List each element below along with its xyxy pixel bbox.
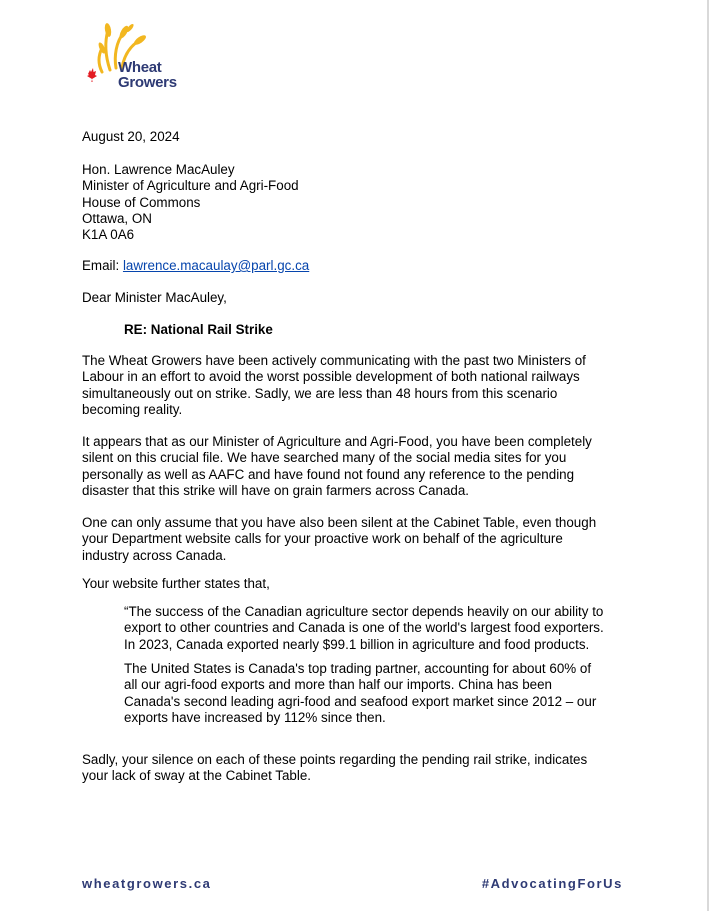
paragraph-line: becoming reality. (82, 401, 183, 417)
quote-line: exports have increased by 112% since then. (124, 709, 386, 725)
closing-paragraph (82, 752, 642, 785)
footer-hashtag[interactable]: #AdvocatingForUs (481, 876, 623, 891)
recipient-city: Ottawa, ON (82, 210, 152, 226)
letter-date: August 20, 2024 (82, 129, 180, 144)
salutation: Dear Minister MacAuley, (82, 290, 227, 305)
paragraph-line: Labour in an effort to avoid the worst possible development of both national railways (82, 369, 580, 385)
paragraph-line: disaster that this strike will have on grain farmers across Canada. (82, 482, 470, 498)
recipient-postal: K1A 0A6 (82, 227, 135, 243)
paragraph-line: simultaneously out on strike. Sadly, we are less than 48 hours from this scenario (82, 385, 558, 401)
closing-line: your lack of sway at the Cabinet Table. (82, 768, 312, 784)
paragraph-line: industry across Canada. (82, 547, 227, 563)
email-link[interactable]: lawrence.macaulay@parl.gc.ca (122, 258, 310, 273)
quote-line: export to other countries and Canada is one of the world's largest food exporters. (124, 620, 604, 636)
quote-line: In 2023, Canada exported nearly $99.1 billion in agriculture and food products. (124, 636, 590, 652)
quote-line: all our agri-food exports and more than half our imports. China has been (124, 677, 552, 693)
footer-website[interactable]: wheatgrowers.ca (82, 876, 212, 891)
quote-line: Canada's second leading agri-food and seafood export market since 2012 – our (124, 693, 597, 709)
paragraph-3 (82, 515, 642, 564)
paragraph-line: One can only assume that you have also been silent at the Cabinet Table, even though (82, 515, 597, 530)
paragraph-1 (82, 353, 642, 418)
quote-2 (124, 661, 644, 726)
paragraph-line: personally as well as AAFC and have found not found any reference to the pending (82, 466, 575, 482)
paragraph-line: silent on this crucial file. We have searched many of the social media sites for you (82, 450, 567, 466)
subject-line: RE: National Rail Strike (124, 322, 273, 337)
email-label: Email: (82, 258, 120, 273)
logo-wordmark (118, 60, 177, 90)
recipient-title: Minister of Agriculture and Agri-Food (82, 178, 299, 194)
quote-line: “The success of the Canadian agriculture sector depends heavily on our ability to (124, 604, 604, 619)
logo-line-wheat: Wheat (118, 59, 162, 76)
quote-line: The United States is Canada's top trading partner, accounting for about 60% of (124, 661, 592, 676)
paragraph-line: It appears that as our Minister of Agriculture and Agri-Food, you have been completely (82, 434, 592, 449)
website-intro: Your website further states that, (82, 576, 270, 591)
wheat-growers-logo (80, 22, 190, 94)
closing-line: Sadly, your silence on each of these points regarding the pending rail strike, indicates (82, 752, 588, 767)
recipient-address (82, 162, 642, 243)
paragraph-line: your Department website calls for your proactive work on behalf of the agriculture (82, 531, 563, 547)
quote-1 (124, 604, 644, 653)
email-line (82, 258, 309, 274)
recipient-name: Hon. Lawrence MacAuley (82, 162, 235, 177)
recipient-office: House of Commons (82, 194, 201, 210)
paragraph-2 (82, 434, 642, 499)
logo-line-growers: Growers (118, 74, 177, 91)
paragraph-line: The Wheat Growers have been actively communicating with the past two Ministers of (82, 353, 586, 368)
maple-leaf-icon (87, 68, 97, 82)
